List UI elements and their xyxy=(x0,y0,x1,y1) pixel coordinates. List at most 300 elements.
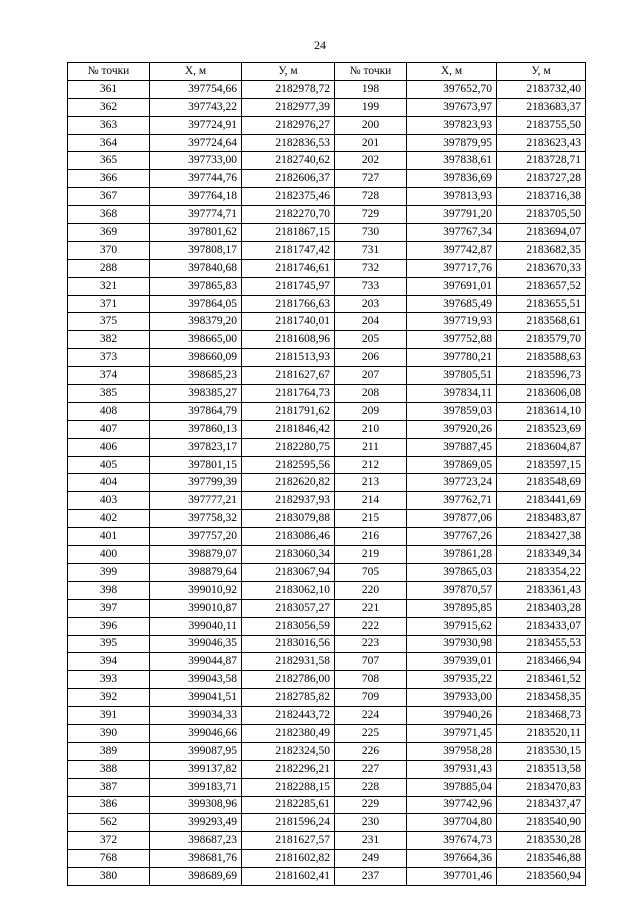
cell-y-right: 2183513,58 xyxy=(497,760,586,778)
cell-x-left: 398379,20 xyxy=(150,313,242,331)
cell-x-left: 397764,18 xyxy=(150,188,242,206)
table-row xyxy=(68,349,586,367)
cell-y-right: 2183655,51 xyxy=(497,295,586,313)
table-row xyxy=(68,385,586,403)
cell-y-right: 2183354,22 xyxy=(497,563,586,581)
cell-point-number-left: 367 xyxy=(68,188,150,206)
cell-x-right: 397780,21 xyxy=(407,349,497,367)
cell-y-right: 2183483,87 xyxy=(497,510,586,528)
table-row xyxy=(68,796,586,814)
cell-y-right: 2183623,43 xyxy=(497,134,586,152)
cell-y-left: 2182280,75 xyxy=(242,438,335,456)
table-row xyxy=(68,760,586,778)
cell-x-right: 397958,28 xyxy=(407,742,497,760)
cell-point-number-right: 215 xyxy=(335,510,407,528)
cell-point-number-right: 216 xyxy=(335,528,407,546)
cell-y-right: 2183568,61 xyxy=(497,313,586,331)
cell-x-right: 397933,00 xyxy=(407,689,497,707)
cell-point-number-right: 202 xyxy=(335,152,407,170)
cell-x-right: 397834,11 xyxy=(407,385,497,403)
cell-y-left: 2181740,01 xyxy=(242,313,335,331)
cell-point-number-left: 368 xyxy=(68,206,150,224)
cell-x-right: 397931,43 xyxy=(407,760,497,778)
cell-point-number-right: 237 xyxy=(335,868,407,886)
cell-x-left: 397724,64 xyxy=(150,134,242,152)
cell-y-left: 2182324,50 xyxy=(242,742,335,760)
cell-point-number-right: 198 xyxy=(335,80,407,98)
cell-x-left: 397774,71 xyxy=(150,206,242,224)
table-row xyxy=(68,277,586,295)
cell-point-number-left: 371 xyxy=(68,295,150,313)
cell-point-number-right: 224 xyxy=(335,707,407,725)
cell-point-number-left: 394 xyxy=(68,653,150,671)
table-row xyxy=(68,80,586,98)
cell-x-left: 399137,82 xyxy=(150,760,242,778)
cell-point-number-right: 729 xyxy=(335,206,407,224)
cell-point-number-right: 214 xyxy=(335,492,407,510)
cell-point-number-right: 201 xyxy=(335,134,407,152)
table-row xyxy=(68,170,586,188)
cell-point-number-right: 225 xyxy=(335,724,407,742)
cell-y-left: 2181608,96 xyxy=(242,331,335,349)
cell-y-right: 2183433,07 xyxy=(497,617,586,635)
cell-x-right: 397719,93 xyxy=(407,313,497,331)
cell-point-number-right: 222 xyxy=(335,617,407,635)
cell-x-right: 397685,49 xyxy=(407,295,497,313)
cell-point-number-left: 374 xyxy=(68,367,150,385)
cell-point-number-left: 405 xyxy=(68,456,150,474)
cell-point-number-left: 401 xyxy=(68,528,150,546)
cell-x-right: 397870,57 xyxy=(407,581,497,599)
cell-y-left: 2183056,59 xyxy=(242,617,335,635)
cell-point-number-right: 203 xyxy=(335,295,407,313)
table-row xyxy=(68,868,586,886)
cell-x-left: 397724,91 xyxy=(150,116,242,134)
cell-point-number-left: 404 xyxy=(68,474,150,492)
cell-point-number-right: 229 xyxy=(335,796,407,814)
cell-point-number-left: 372 xyxy=(68,832,150,850)
cell-x-right: 397674,73 xyxy=(407,832,497,850)
cell-point-number-right: 226 xyxy=(335,742,407,760)
table-row xyxy=(68,563,586,581)
cell-point-number-right: 200 xyxy=(335,116,407,134)
table-row xyxy=(68,492,586,510)
cell-point-number-right: 708 xyxy=(335,671,407,689)
cell-x-left: 397808,17 xyxy=(150,241,242,259)
table-row xyxy=(68,402,586,420)
cell-point-number-right: 730 xyxy=(335,224,407,242)
cell-point-number-left: 397 xyxy=(68,599,150,617)
cell-y-left: 2182836,53 xyxy=(242,134,335,152)
cell-y-right: 2183530,15 xyxy=(497,742,586,760)
cell-x-right: 397823,93 xyxy=(407,116,497,134)
cell-y-left: 2183057,27 xyxy=(242,599,335,617)
cell-y-right: 2183588,63 xyxy=(497,349,586,367)
cell-x-left: 397744,76 xyxy=(150,170,242,188)
cell-y-left: 2181627,57 xyxy=(242,832,335,850)
table-row xyxy=(68,116,586,134)
cell-y-right: 2183596,73 xyxy=(497,367,586,385)
table-row xyxy=(68,778,586,796)
cell-y-right: 2183560,94 xyxy=(497,868,586,886)
cell-y-right: 2183548,69 xyxy=(497,474,586,492)
cell-x-right: 397838,61 xyxy=(407,152,497,170)
table-header-row xyxy=(68,63,586,81)
table-row xyxy=(68,420,586,438)
cell-point-number-left: 321 xyxy=(68,277,150,295)
cell-y-left: 2181513,93 xyxy=(242,349,335,367)
table-row xyxy=(68,510,586,528)
cell-x-left: 398685,23 xyxy=(150,367,242,385)
cell-x-left: 399293,49 xyxy=(150,814,242,832)
cell-x-right: 397887,45 xyxy=(407,438,497,456)
cell-y-right: 2183520,11 xyxy=(497,724,586,742)
cell-x-right: 397859,03 xyxy=(407,402,497,420)
cell-point-number-right: 728 xyxy=(335,188,407,206)
cell-y-right: 2183349,34 xyxy=(497,546,586,564)
cell-y-right: 2183727,28 xyxy=(497,170,586,188)
cell-y-left: 2183016,56 xyxy=(242,635,335,653)
cell-x-left: 397864,05 xyxy=(150,295,242,313)
cell-x-left: 399087,95 xyxy=(150,742,242,760)
cell-point-number-left: 385 xyxy=(68,385,150,403)
table-row xyxy=(68,617,586,635)
cell-x-right: 397805,51 xyxy=(407,367,497,385)
cell-x-left: 399040,11 xyxy=(150,617,242,635)
cell-point-number-right: 221 xyxy=(335,599,407,617)
header-point-number-left: № точки xyxy=(68,63,150,81)
table-row xyxy=(68,742,586,760)
table-row xyxy=(68,224,586,242)
cell-point-number-left: 391 xyxy=(68,707,150,725)
cell-point-number-left: 373 xyxy=(68,349,150,367)
cell-point-number-right: 732 xyxy=(335,259,407,277)
cell-point-number-left: 400 xyxy=(68,546,150,564)
cell-y-left: 2182620,82 xyxy=(242,474,335,492)
cell-x-right: 397717,76 xyxy=(407,259,497,277)
cell-x-right: 397971,45 xyxy=(407,724,497,742)
cell-point-number-right: 212 xyxy=(335,456,407,474)
cell-x-left: 398687,23 xyxy=(150,832,242,850)
table-row xyxy=(68,671,586,689)
cell-x-left: 397777,21 xyxy=(150,492,242,510)
cell-point-number-left: 390 xyxy=(68,724,150,742)
cell-point-number-left: 370 xyxy=(68,241,150,259)
cell-point-number-left: 407 xyxy=(68,420,150,438)
cell-x-left: 399041,51 xyxy=(150,689,242,707)
cell-point-number-right: 705 xyxy=(335,563,407,581)
cell-y-left: 2181596,24 xyxy=(242,814,335,832)
cell-x-right: 397930,98 xyxy=(407,635,497,653)
cell-y-left: 2183062,10 xyxy=(242,581,335,599)
cell-y-right: 2183530,28 xyxy=(497,832,586,850)
cell-x-right: 397885,04 xyxy=(407,778,497,796)
cell-y-right: 2183732,40 xyxy=(497,80,586,98)
cell-y-right: 2183682,35 xyxy=(497,241,586,259)
cell-y-right: 2183468,73 xyxy=(497,707,586,725)
cell-x-right: 397935,22 xyxy=(407,671,497,689)
cell-x-right: 397791,20 xyxy=(407,206,497,224)
cell-point-number-left: 399 xyxy=(68,563,150,581)
cell-point-number-left: 366 xyxy=(68,170,150,188)
cell-y-left: 2183086,46 xyxy=(242,528,335,546)
cell-point-number-left: 393 xyxy=(68,671,150,689)
cell-y-right: 2183361,43 xyxy=(497,581,586,599)
cell-x-left: 399043,58 xyxy=(150,671,242,689)
cell-point-number-left: 408 xyxy=(68,402,150,420)
cell-y-right: 2183403,28 xyxy=(497,599,586,617)
header-x-right: Х, м xyxy=(407,63,497,81)
cell-x-right: 397691,01 xyxy=(407,277,497,295)
cell-point-number-left: 388 xyxy=(68,760,150,778)
cell-y-left: 2183079,88 xyxy=(242,510,335,528)
table-row xyxy=(68,707,586,725)
cell-x-left: 399044,87 xyxy=(150,653,242,671)
cell-y-left: 2181764,73 xyxy=(242,385,335,403)
cell-y-left: 2182443,72 xyxy=(242,707,335,725)
cell-x-left: 399010,87 xyxy=(150,599,242,617)
cell-x-left: 397864,79 xyxy=(150,402,242,420)
cell-x-right: 397742,87 xyxy=(407,241,497,259)
cell-y-right: 2183614,10 xyxy=(497,402,586,420)
cell-x-left: 398665,00 xyxy=(150,331,242,349)
table-row xyxy=(68,367,586,385)
cell-point-number-left: 364 xyxy=(68,134,150,152)
cell-y-left: 2182288,15 xyxy=(242,778,335,796)
cell-y-right: 2183705,50 xyxy=(497,206,586,224)
table-row xyxy=(68,724,586,742)
cell-point-number-right: 204 xyxy=(335,313,407,331)
cell-x-right: 397877,06 xyxy=(407,510,497,528)
cell-point-number-right: 213 xyxy=(335,474,407,492)
cell-y-left: 2182296,21 xyxy=(242,760,335,778)
cell-y-right: 2183455,53 xyxy=(497,635,586,653)
cell-point-number-right: 208 xyxy=(335,385,407,403)
cell-y-left: 2182606,37 xyxy=(242,170,335,188)
cell-x-left: 397754,66 xyxy=(150,80,242,98)
cell-x-left: 398879,64 xyxy=(150,563,242,581)
cell-point-number-left: 392 xyxy=(68,689,150,707)
table-row xyxy=(68,188,586,206)
cell-point-number-left: 363 xyxy=(68,116,150,134)
cell-y-right: 2183683,37 xyxy=(497,98,586,116)
cell-x-right: 397701,46 xyxy=(407,868,497,886)
cell-x-left: 397823,17 xyxy=(150,438,242,456)
cell-point-number-left: 386 xyxy=(68,796,150,814)
table-body xyxy=(68,80,586,885)
table-row xyxy=(68,850,586,868)
cell-y-right: 2183597,15 xyxy=(497,456,586,474)
table-row xyxy=(68,438,586,456)
table-row xyxy=(68,474,586,492)
cell-y-right: 2183466,94 xyxy=(497,653,586,671)
cell-y-right: 2183523,69 xyxy=(497,420,586,438)
table-row xyxy=(68,331,586,349)
table-row xyxy=(68,546,586,564)
cell-y-right: 2183470,83 xyxy=(497,778,586,796)
cell-y-left: 2182595,56 xyxy=(242,456,335,474)
cell-point-number-left: 396 xyxy=(68,617,150,635)
table-row xyxy=(68,152,586,170)
cell-point-number-right: 206 xyxy=(335,349,407,367)
cell-x-right: 397752,88 xyxy=(407,331,497,349)
cell-point-number-left: 375 xyxy=(68,313,150,331)
cell-y-left: 2181746,61 xyxy=(242,259,335,277)
cell-x-right: 397762,71 xyxy=(407,492,497,510)
cell-point-number-right: 205 xyxy=(335,331,407,349)
cell-point-number-right: 733 xyxy=(335,277,407,295)
cell-y-left: 2182285,61 xyxy=(242,796,335,814)
cell-y-left: 2182740,62 xyxy=(242,152,335,170)
cell-point-number-right: 210 xyxy=(335,420,407,438)
cell-point-number-right: 199 xyxy=(335,98,407,116)
table-row xyxy=(68,241,586,259)
cell-y-left: 2182931,58 xyxy=(242,653,335,671)
cell-y-left: 2183067,94 xyxy=(242,563,335,581)
cell-y-right: 2183716,38 xyxy=(497,188,586,206)
cell-x-left: 397840,68 xyxy=(150,259,242,277)
cell-x-right: 397920,26 xyxy=(407,420,497,438)
cell-y-left: 2182978,72 xyxy=(242,80,335,98)
table-row xyxy=(68,313,586,331)
cell-point-number-left: 398 xyxy=(68,581,150,599)
cell-y-right: 2183540,90 xyxy=(497,814,586,832)
cell-point-number-right: 230 xyxy=(335,814,407,832)
table-row xyxy=(68,599,586,617)
cell-x-left: 398689,69 xyxy=(150,868,242,886)
cell-y-left: 2182937,93 xyxy=(242,492,335,510)
cell-y-left: 2182785,82 xyxy=(242,689,335,707)
cell-y-right: 2183427,38 xyxy=(497,528,586,546)
header-point-number-right: № точки xyxy=(335,63,407,81)
cell-x-left: 399010,92 xyxy=(150,581,242,599)
cell-y-left: 2182976,27 xyxy=(242,116,335,134)
cell-x-left: 397801,15 xyxy=(150,456,242,474)
cell-y-left: 2182270,70 xyxy=(242,206,335,224)
cell-point-number-left: 768 xyxy=(68,850,150,868)
cell-point-number-right: 223 xyxy=(335,635,407,653)
cell-y-left: 2181846,42 xyxy=(242,420,335,438)
cell-x-left: 398385,27 xyxy=(150,385,242,403)
cell-x-right: 397673,97 xyxy=(407,98,497,116)
cell-x-right: 397767,26 xyxy=(407,528,497,546)
table-row xyxy=(68,689,586,707)
cell-point-number-left: 403 xyxy=(68,492,150,510)
cell-point-number-right: 231 xyxy=(335,832,407,850)
cell-point-number-left: 288 xyxy=(68,259,150,277)
cell-x-left: 398660,09 xyxy=(150,349,242,367)
cell-y-right: 2183458,35 xyxy=(497,689,586,707)
cell-point-number-right: 731 xyxy=(335,241,407,259)
cell-point-number-right: 219 xyxy=(335,546,407,564)
cell-x-left: 398879,07 xyxy=(150,546,242,564)
cell-x-left: 399046,66 xyxy=(150,724,242,742)
cell-y-right: 2183437,47 xyxy=(497,796,586,814)
cell-y-left: 2181791,62 xyxy=(242,402,335,420)
cell-x-right: 397664,36 xyxy=(407,850,497,868)
table-row xyxy=(68,134,586,152)
cell-x-left: 399034,33 xyxy=(150,707,242,725)
cell-point-number-left: 369 xyxy=(68,224,150,242)
cell-x-right: 397723,24 xyxy=(407,474,497,492)
table-row xyxy=(68,295,586,313)
header-x-left: Х, м xyxy=(150,63,242,81)
table-row xyxy=(68,581,586,599)
cell-x-right: 397915,62 xyxy=(407,617,497,635)
cell-point-number-left: 382 xyxy=(68,331,150,349)
cell-point-number-right: 727 xyxy=(335,170,407,188)
cell-x-left: 397860,13 xyxy=(150,420,242,438)
cell-point-number-left: 389 xyxy=(68,742,150,760)
cell-x-right: 397767,34 xyxy=(407,224,497,242)
cell-point-number-right: 207 xyxy=(335,367,407,385)
cell-y-left: 2181747,42 xyxy=(242,241,335,259)
cell-x-right: 397861,28 xyxy=(407,546,497,564)
cell-x-left: 397733,00 xyxy=(150,152,242,170)
cell-point-number-left: 362 xyxy=(68,98,150,116)
cell-y-right: 2183546,88 xyxy=(497,850,586,868)
cell-y-left: 2181602,41 xyxy=(242,868,335,886)
cell-point-number-right: 220 xyxy=(335,581,407,599)
cell-y-right: 2183606,08 xyxy=(497,385,586,403)
cell-x-left: 399046,35 xyxy=(150,635,242,653)
cell-y-right: 2183657,52 xyxy=(497,277,586,295)
cell-y-left: 2181766,63 xyxy=(242,295,335,313)
cell-x-right: 397652,70 xyxy=(407,80,497,98)
cell-x-left: 397758,32 xyxy=(150,510,242,528)
cell-x-left: 399183,71 xyxy=(150,778,242,796)
cell-y-right: 2183670,33 xyxy=(497,259,586,277)
table-row xyxy=(68,832,586,850)
table-row xyxy=(68,206,586,224)
table-row xyxy=(68,98,586,116)
table-row xyxy=(68,814,586,832)
cell-y-right: 2183694,07 xyxy=(497,224,586,242)
cell-x-left: 398681,76 xyxy=(150,850,242,868)
cell-y-left: 2182977,39 xyxy=(242,98,335,116)
coordinates-table xyxy=(67,62,586,886)
cell-point-number-right: 249 xyxy=(335,850,407,868)
cell-x-right: 397939,01 xyxy=(407,653,497,671)
table-row xyxy=(68,653,586,671)
header-y-right: У, м xyxy=(497,63,586,81)
cell-y-right: 2183579,70 xyxy=(497,331,586,349)
cell-x-right: 397704,80 xyxy=(407,814,497,832)
table-row xyxy=(68,635,586,653)
cell-y-left: 2181627,67 xyxy=(242,367,335,385)
cell-x-left: 397865,83 xyxy=(150,277,242,295)
cell-x-left: 397757,20 xyxy=(150,528,242,546)
cell-point-number-right: 211 xyxy=(335,438,407,456)
cell-x-right: 397836,69 xyxy=(407,170,497,188)
table-row xyxy=(68,456,586,474)
cell-y-left: 2181602,82 xyxy=(242,850,335,868)
cell-y-right: 2183461,52 xyxy=(497,671,586,689)
cell-x-right: 397940,26 xyxy=(407,707,497,725)
cell-x-right: 397869,05 xyxy=(407,456,497,474)
cell-point-number-left: 380 xyxy=(68,868,150,886)
header-y-left: У, м xyxy=(242,63,335,81)
cell-y-right: 2183755,50 xyxy=(497,116,586,134)
cell-y-right: 2183604,87 xyxy=(497,438,586,456)
cell-x-left: 397801,62 xyxy=(150,224,242,242)
cell-point-number-right: 227 xyxy=(335,760,407,778)
cell-point-number-right: 228 xyxy=(335,778,407,796)
cell-point-number-left: 402 xyxy=(68,510,150,528)
cell-y-left: 2181745,97 xyxy=(242,277,335,295)
cell-y-left: 2183060,34 xyxy=(242,546,335,564)
cell-point-number-left: 365 xyxy=(68,152,150,170)
